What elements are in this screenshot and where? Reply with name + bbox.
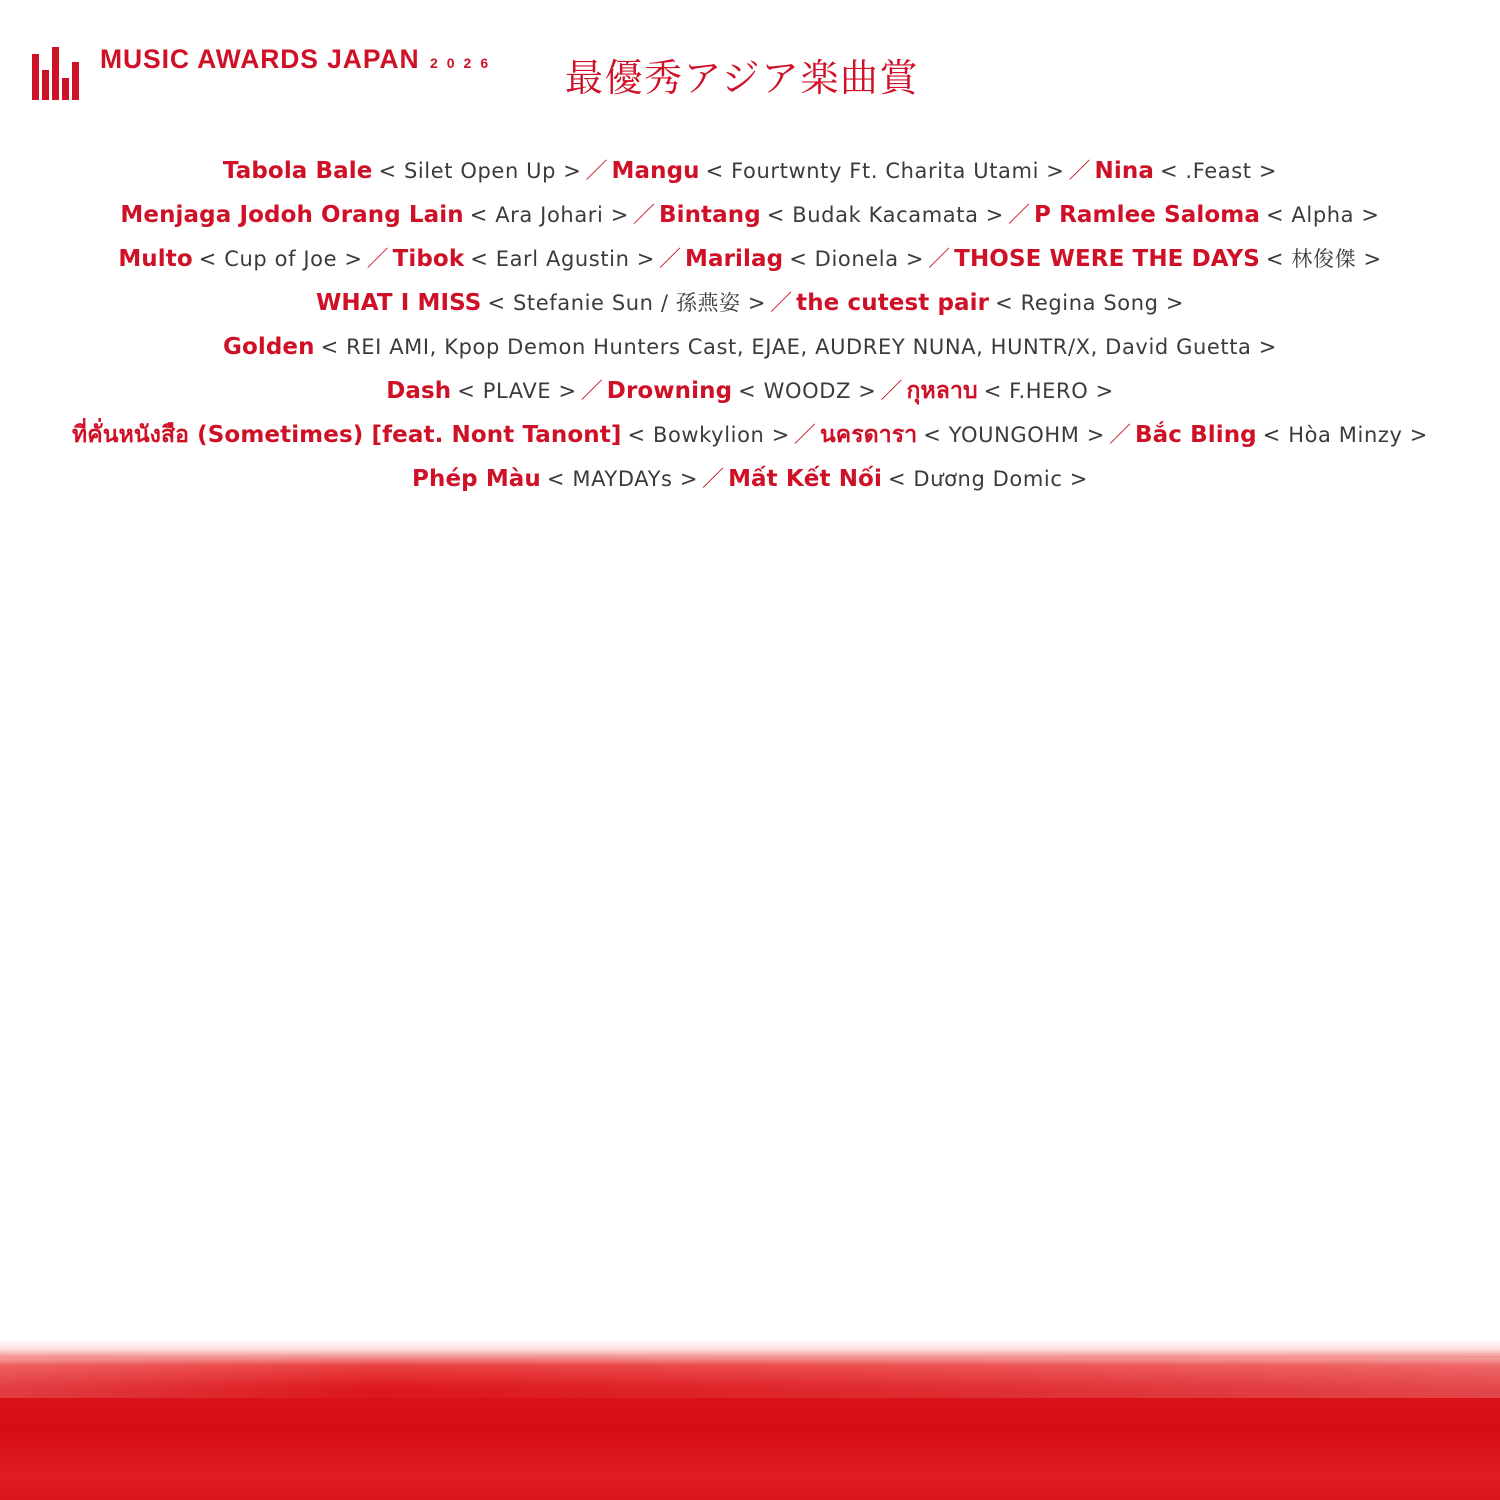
nominee-line [0,468,1500,491]
equalizer-bars-logo-icon [32,44,86,100]
nominee-artist: < Ara Johari > [469,203,629,227]
nominee-title: the cutest pair [796,290,990,316]
bottom-red-band [0,1340,1500,1500]
nominee-title: Mangu [611,158,700,184]
nominee-artist: < Bowkylion > [627,423,790,447]
nominee-separator: ／ [580,379,603,404]
nominee-artist: < 林俊傑 > [1265,247,1382,271]
nominee-artist: < Hòa Minzy > [1262,423,1428,447]
nominee-title: WHAT I MISS [315,290,482,316]
nominee-artist: < Budak Kacamata > [766,203,1005,227]
nominee-artist: < Dionela > [789,247,925,271]
nominee-title: Multo [118,246,193,272]
music-awards-japan-logo [32,44,497,100]
nominee-title: ที่คั่นหนังสือ (Sometimes) [feat. Nont Tanont] [72,422,622,448]
nominee-artist: < Fourtwnty Ft. Charita Utami > [705,159,1065,183]
nominee-separator: ／ [658,247,681,272]
nominee-line [0,248,1500,271]
nominee-separator: ／ [366,247,389,272]
page-header [0,0,1500,150]
nominee-artist: < REI AMI, Kpop Demon Hunters Cast, EJAE, AUDREY NUNA, HUNTR/X, David Guetta > [320,335,1277,359]
nominee-artist: < Regina Song > [995,291,1185,315]
nominee-title: Dash [386,378,452,404]
nominee-title: Tibok [392,246,465,272]
logo-wordmark [100,44,497,74]
nominee-artist: < Stefanie Sun / 孫燕姿 > [487,291,767,315]
logo-title: MUSIC AWARDS JAPAN [100,44,420,74]
band-sheen [0,1358,1500,1398]
nominee-title: Menjaga Jodoh Orang Lain [120,202,464,228]
logo-year: 2026 [429,55,498,71]
nominee-separator: ／ [880,379,903,404]
nominee-title: Mất Kết Nối [728,466,882,492]
nominee-artist: < Silet Open Up > [378,159,582,183]
nominee-line [0,380,1500,403]
nominee-separator: ／ [632,203,655,228]
nominee-artist: < Alpha > [1265,203,1380,227]
nominee-line [0,160,1500,183]
nominee-title: Nina [1094,158,1154,184]
nominee-title: THOSE WERE THE DAYS [954,246,1260,272]
nominee-line [0,336,1500,359]
nominee-separator: ／ [702,467,725,492]
nominee-list [0,160,1500,512]
nominee-artist: < Earl Agustin > [470,247,655,271]
nominee-title: P Ramlee Saloma [1034,202,1260,228]
nominee-separator: ／ [1068,159,1091,184]
nominee-artist: < Cup of Joe > [198,247,363,271]
nominee-artist: < YOUNGOHM > [923,423,1105,447]
nominee-title: Phép Màu [412,466,541,492]
nominee-title: Drowning [606,378,733,404]
nominee-artist: < MAYDAYs > [546,467,699,491]
nominee-title: Bintang [658,202,761,228]
nominee-line [0,424,1500,447]
nominee-separator: ／ [793,423,816,448]
nominee-separator: ／ [1008,203,1031,228]
nominee-separator: ／ [1108,423,1131,448]
nominee-artist: < WOODZ > [738,379,877,403]
nominee-title: นครดารา [819,422,918,448]
nominee-artist: < PLAVE > [457,379,577,403]
nominee-artist: < .Feast > [1159,159,1278,183]
nominee-separator: ／ [928,247,951,272]
nominee-title: Tabola Bale [222,158,373,184]
nominee-line [0,292,1500,315]
nominee-artist: < Dương Domic > [887,467,1088,491]
nominee-separator: ／ [770,291,793,316]
nominee-artist: < F.HERO > [983,379,1114,403]
nominee-title: Bắc Bling [1135,422,1257,448]
nominee-title: กุหลาบ [906,378,978,404]
nominee-separator: ／ [585,159,608,184]
award-category-title: 最優秀アジア楽曲賞 [565,56,919,100]
nominee-title: Golden [222,334,315,360]
nominee-line [0,204,1500,227]
nominee-title: Marilag [685,246,784,272]
